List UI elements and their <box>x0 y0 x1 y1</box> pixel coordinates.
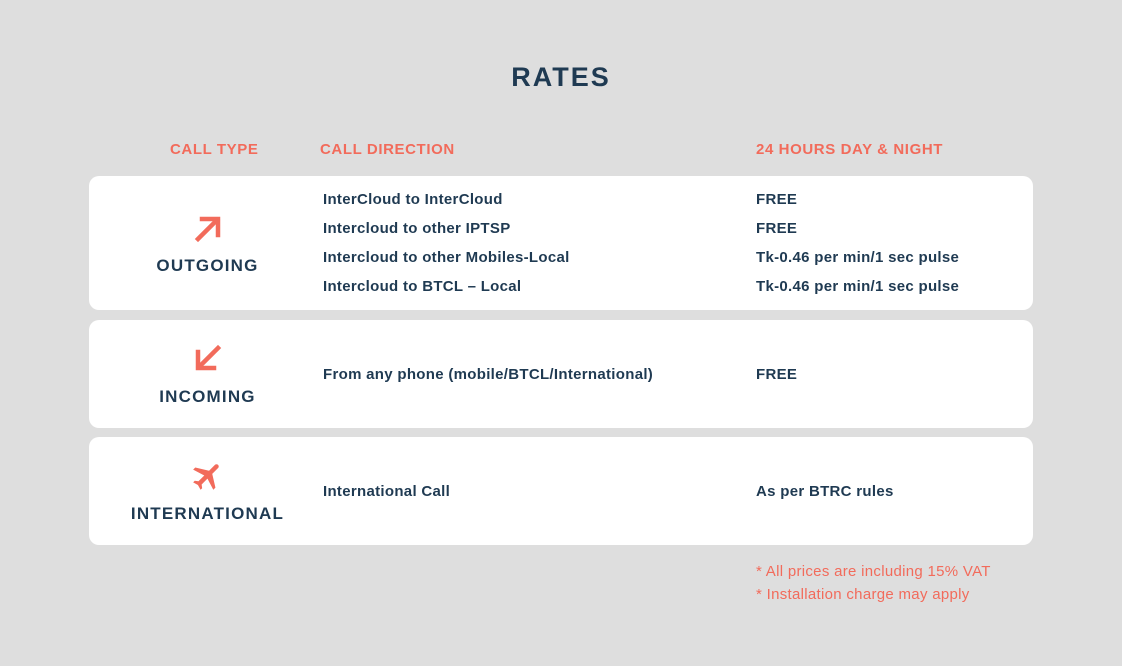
airplane-icon <box>190 458 226 494</box>
rate-value: FREE <box>756 191 798 208</box>
rate-rows <box>323 437 1033 545</box>
call-type-cell <box>89 320 326 428</box>
rate-rows <box>323 176 1033 310</box>
rate-value: FREE <box>756 365 798 383</box>
footnotes <box>756 560 991 606</box>
column-header-call-direction: CALL DIRECTION <box>320 141 455 158</box>
table-row <box>323 360 1033 389</box>
rate-value: As per BTRC rules <box>756 482 894 500</box>
call-direction: From any phone (mobile/BTCL/International) <box>323 365 654 383</box>
table-row <box>323 214 1033 243</box>
call-type-cell <box>89 437 326 545</box>
call-type-label: OUTGOING <box>156 256 259 275</box>
arrow-up-right-icon <box>190 210 226 246</box>
table-row <box>323 243 1033 272</box>
table-row <box>323 477 1033 506</box>
footnote-vat: * All prices are including 15% VAT <box>756 563 991 580</box>
call-type-label: INCOMING <box>159 387 256 406</box>
page-title: RATES <box>511 62 611 92</box>
outgoing-card <box>89 176 1033 310</box>
rate-value: Tk-0.46 per min/1 sec pulse <box>756 278 960 295</box>
call-direction: Intercloud to other IPTSP <box>323 220 511 237</box>
call-type-cell <box>89 176 326 310</box>
call-direction: InterCloud to InterCloud <box>323 191 503 208</box>
call-type-label: INTERNATIONAL <box>130 504 285 523</box>
incoming-card <box>89 320 1033 428</box>
table-row <box>323 272 1033 301</box>
call-direction: Intercloud to BTCL – Local <box>323 278 522 295</box>
call-direction: Intercloud to other Mobiles-Local <box>323 249 570 266</box>
arrow-down-left-icon <box>190 341 226 377</box>
table-row <box>323 185 1033 214</box>
column-header-rate: 24 HOURS DAY & NIGHT <box>756 141 944 158</box>
rate-value: FREE <box>756 220 798 237</box>
footnote-installation: * Installation charge may apply <box>756 586 970 603</box>
column-header-call-type: CALL TYPE <box>170 141 259 158</box>
rate-rows <box>323 320 1033 428</box>
call-direction: International Call <box>323 482 451 500</box>
international-card <box>89 437 1033 545</box>
rate-value: Tk-0.46 per min/1 sec pulse <box>756 249 960 266</box>
